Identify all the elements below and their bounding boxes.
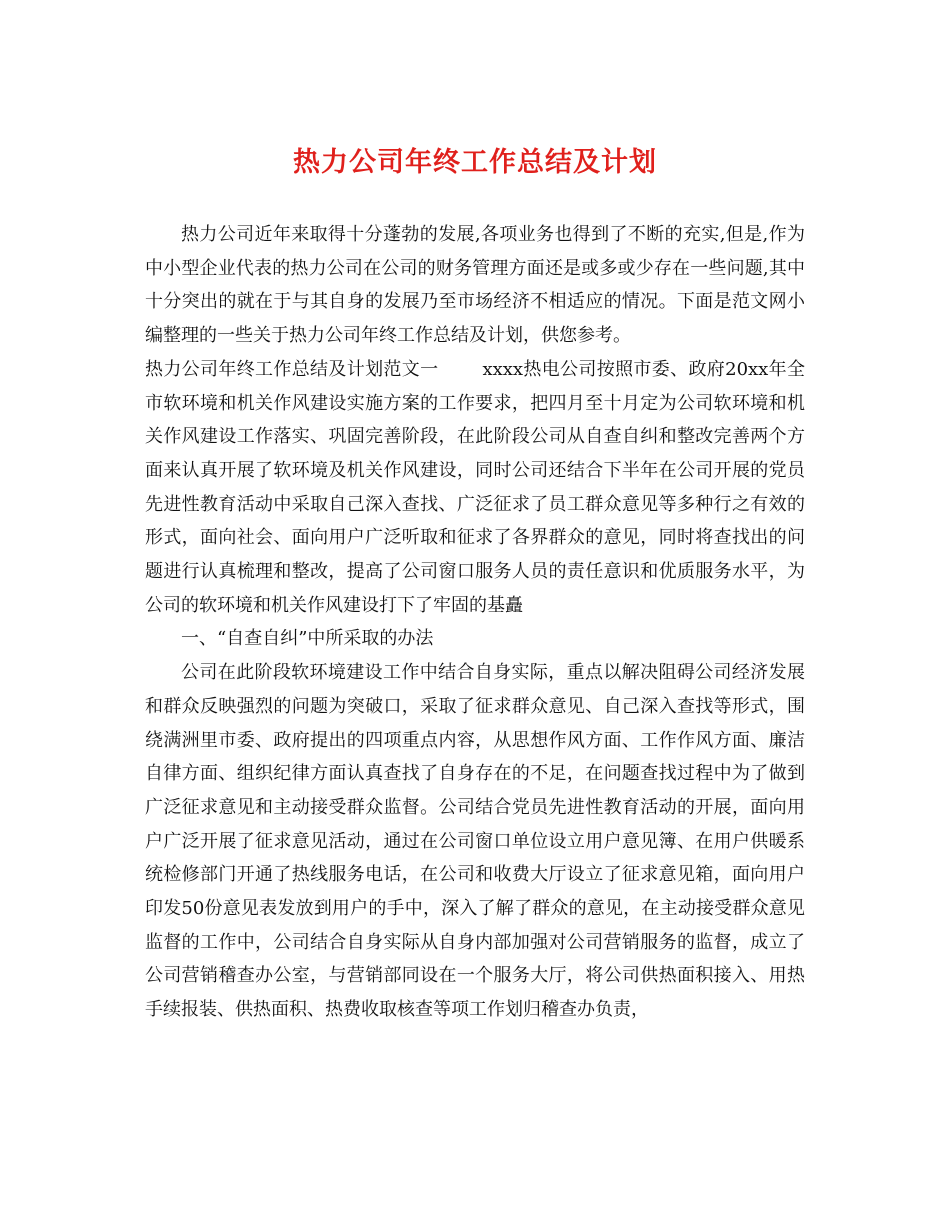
document-title: 热力公司年终工作总结及计划 bbox=[293, 147, 657, 178]
intro-paragraph: 热力公司近年来取得十分蓬勃的发展,各项业务也得到了不断的充实,但是,作为中小型企业代表的热力公司在公司的财务管理方面还是或多或少存在一些问题,其中十分突出的就在于与其自身的发展乃至市场经济不相适应的情况。下面是范文网小编整理的一些关于热力公司年终工作总结及计划，供您参考。 bbox=[145, 224, 805, 347]
sample-heading: 热力公司年终工作总结及计划范文一 bbox=[145, 358, 439, 380]
sample-paragraph bbox=[145, 353, 805, 623]
sample-body: xxxx热电公司按照市委、政府20xx年全市软环境和机关作风建设实施方案的工作要求，把四月至十月定为公司软环境和机关作风建设工作落实、巩固完善阶段，在此阶段公司从自查自纠和整改完善两个方面来认真开展了软环境及机关作风建设，同时公司还结合下半年在公司开展的党员先进性教育活动中采取自己深入查找、广泛征求了员工群众意见等多种行之有效的形式，面向社会、面向用户广泛听取和征求了各界群众的意见，同时将查找出的问题进行认真梳理和整改，提高了公司窗口服务人员的责任意识和优质服务水平，为公司的软环境和机关作风建设打下了牢固的基矗 bbox=[145, 358, 806, 616]
section1-paragraph: 公司在此阶段软环境建设工作中结合自身实际，重点以解决阻碍公司经济发展和群众反映强烈的问题为突破口，采取了征求群众意见、自己深入查找等形式，围绕满洲里市委、政府提出的四项重点内容，从思想作风方面、工作作风方面、廉洁自律方面、组织纪律方面认真查找了自身存在的不足，在问题查找过程中为了做到广泛征求意见和主动接受群众监督。公司结合党员先进性教育活动的开展，面向用户广泛开展了征求意见活动，通过在公司窗口单位设立用户意见簿、在用户供暖系统检修部门开通了热线服务电话，在公司和收费大厅设立了征求意见箱，面向用户印发50份意见表发放到用户的手中，深入了解了群众的意见，在主动接受群众意见监督的工作中，公司结合自身实际从自身内部加强对公司营销服务的监督，成立了公司营销稽查办公室，与营销部同设在一个服务大厅，将公司供热面积接入、用热手续报装、供热面积、热费收取核查等项工作划归稽查办负责， bbox=[145, 662, 805, 1021]
document-body bbox=[145, 218, 805, 1027]
section1-heading: 一、“自查自纠”中所采取的办法 bbox=[181, 628, 434, 650]
